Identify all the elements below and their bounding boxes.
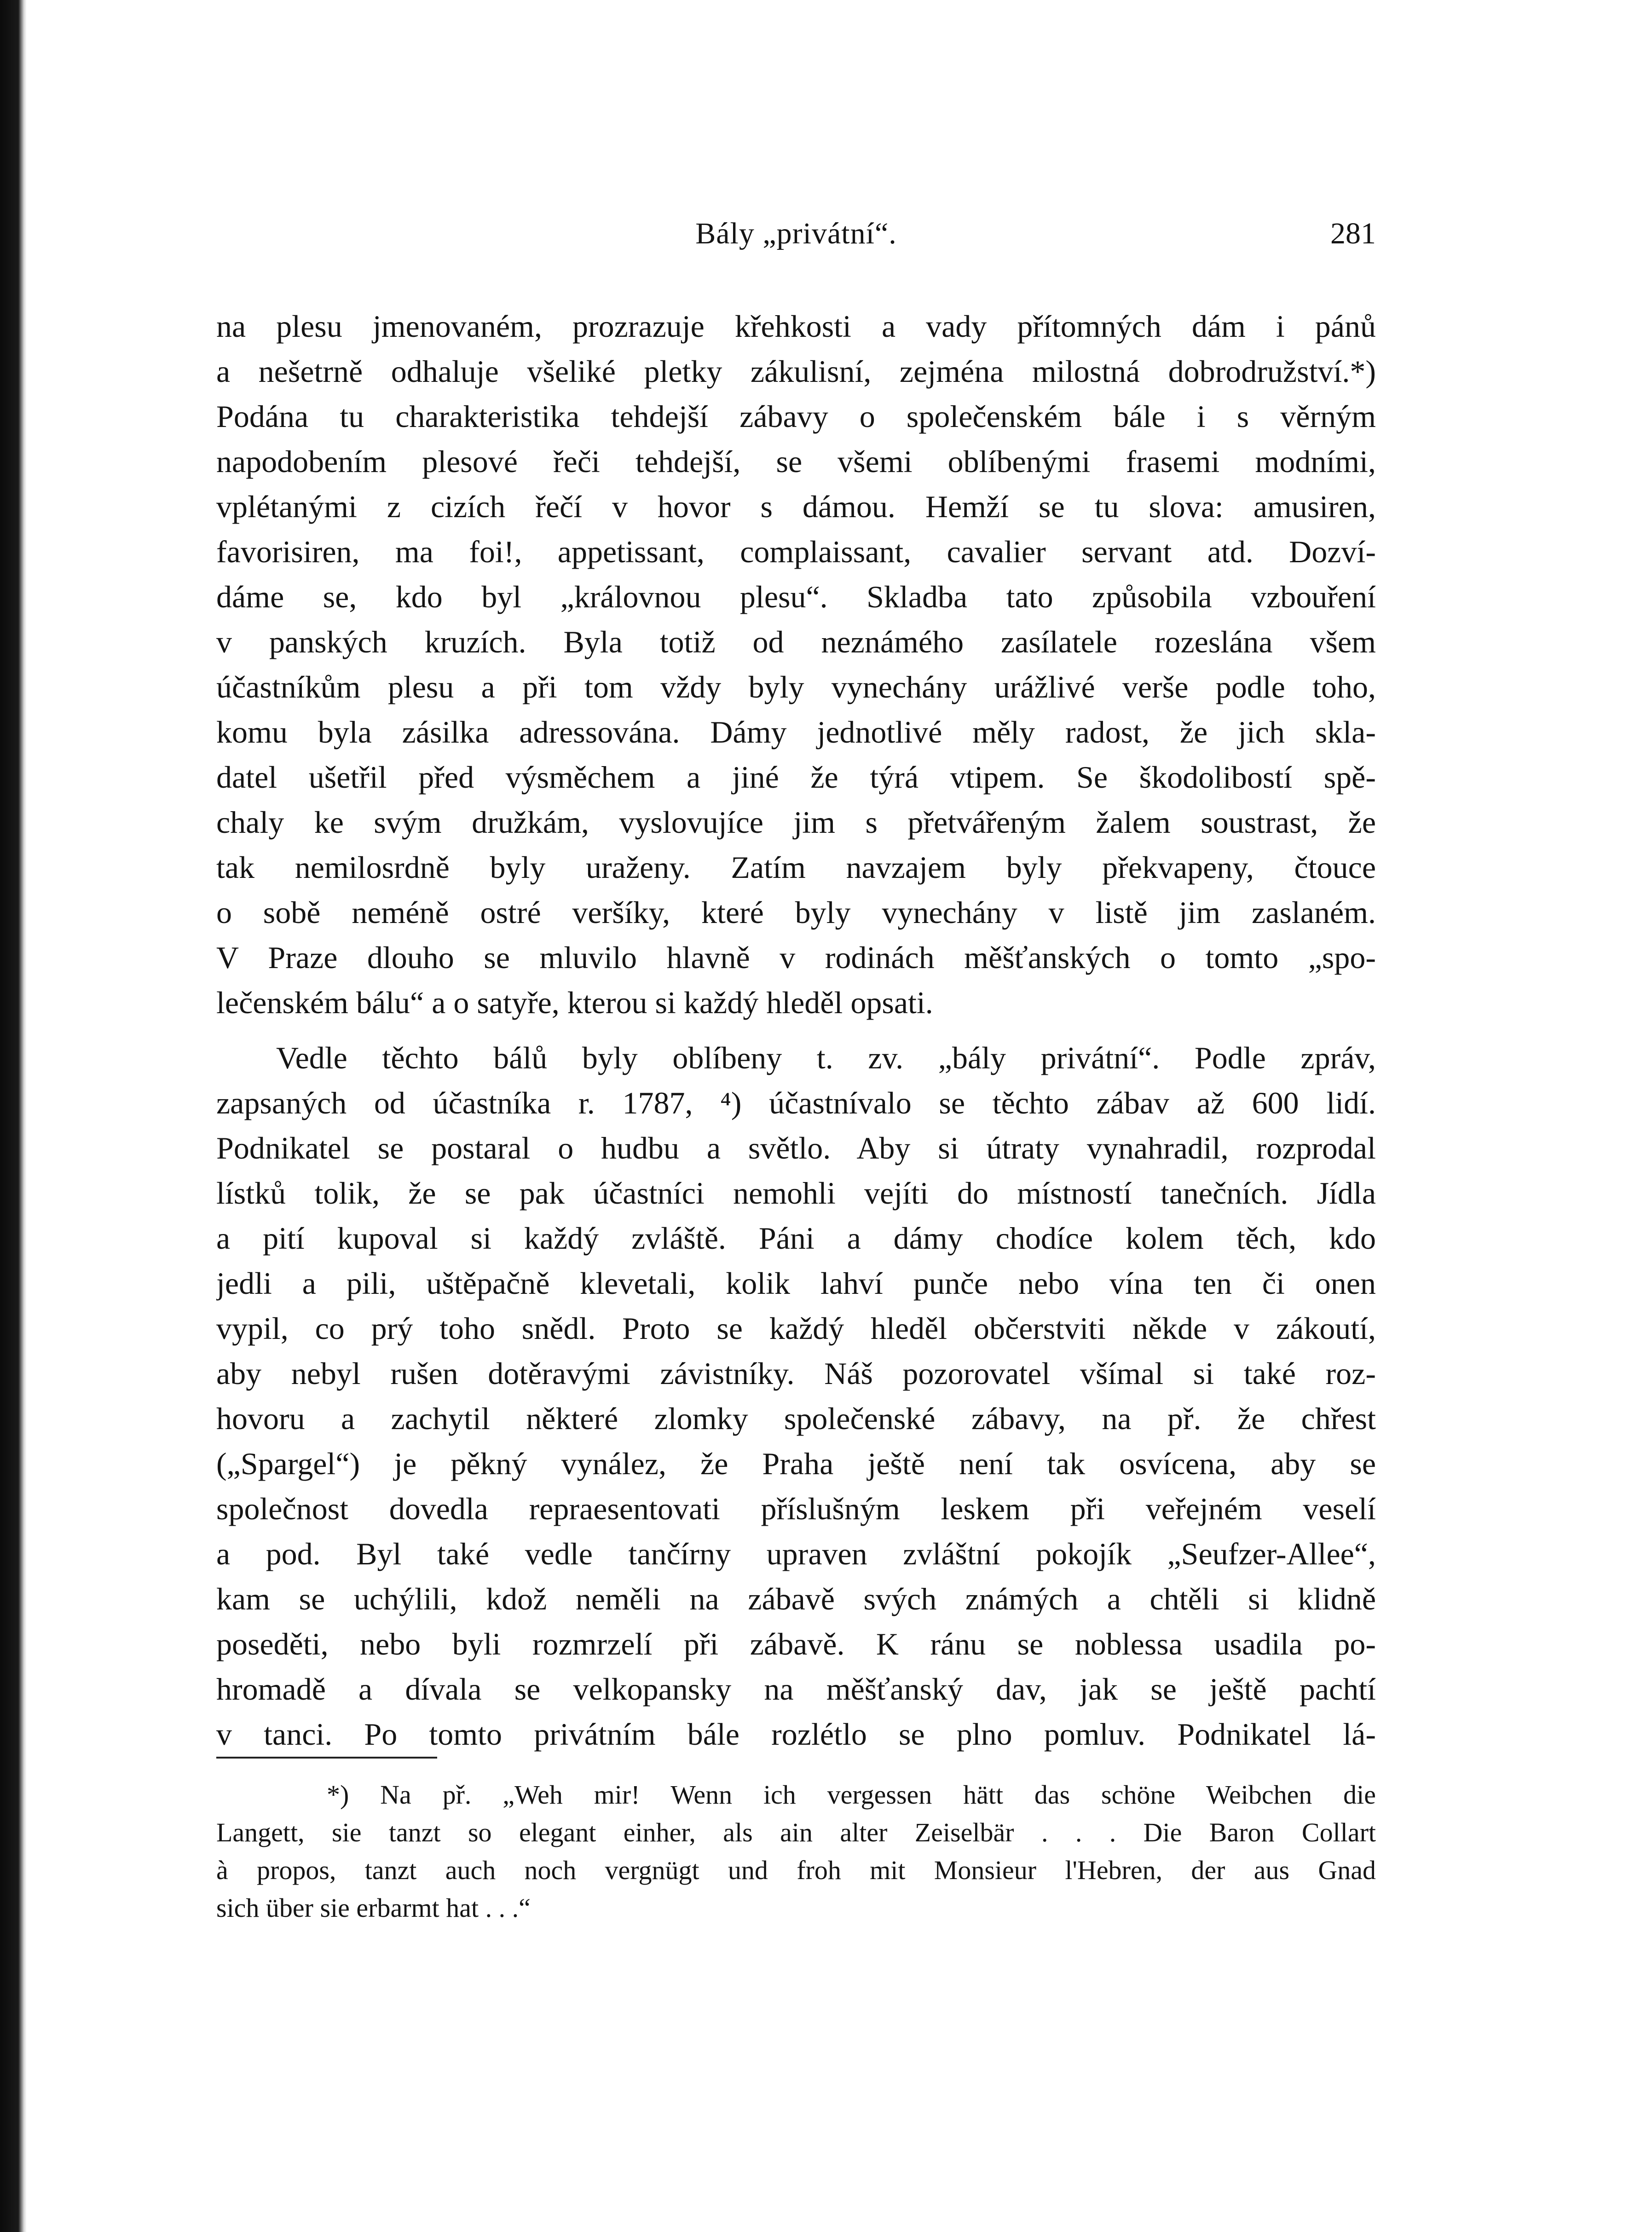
text-line: účastníkům plesu a při tom vždy byly vynechány urážlivé verše podle toho, [216,669,1376,704]
text-line: datel ušetřil před výsměchem a jiné že týrá vtipem. Se škodolibostí spě- [216,760,1376,795]
paragraph-gap [216,1025,1376,1035]
footnote-line: sich über sie erbarmt hat . . .“ [216,1893,531,1923]
body-text [216,304,1376,1757]
text-line: aby nebyl rušen dotěravými závistníky. Náš pozorovatel všímal si také roz- [216,1356,1376,1391]
text-line: vypil, co prý toho snědl. Proto se každý hleděl občerstviti někde v zákoutí, [216,1311,1376,1346]
page-header [216,216,1376,258]
text-line: („Spargel“) je pěkný vynález, že Praha ještě není tak osvícena, aby se [216,1446,1376,1481]
text-line: poseděti, nebo byli rozmrzelí při zábavě. K ránu se noblessa usadila po- [216,1626,1376,1661]
text-line: Podnikatel se postaral o hudbu a světlo. Aby si útraty vynahradil, rozprodal [216,1130,1376,1165]
text-line: chaly ke svým družkám, vyslovujíce jim s přetvářeným žalem soustrast, že [216,805,1376,840]
text-line: na plesu jmenovaném, prozrazuje křehkosti a vady přítomných dám i pánů [216,309,1376,344]
text-line: kam se uchýlili, kdož neměli na zábavě svých známých a chtěli si klidně [216,1581,1376,1616]
scan-edge [0,0,27,2232]
text-line: vplétanými z cizích řečí v hovor s dámou. Hemží se tu slova: amusiren, [216,489,1376,524]
footnote-line: *) Na př. „Weh mir! Wenn ich vergessen hätt das schöne Weibchen die [327,1780,1376,1810]
running-title: Bály „privátní“. [695,217,897,250]
text-line: komu byla zásilka adressována. Dámy jednotlivé měly radost, že jich skla- [216,715,1376,750]
text-line: Podána tu charakteristika tehdejší zábavy o společenském bále i s věrným [216,399,1376,434]
paragraph-1 [216,304,1376,1025]
text-line: Vedle těchto bálů byly oblíbeny t. zv. „bály privátní“. Podle zpráv, [276,1040,1376,1075]
footnote-line: Langett, sie tanzt so elegant einher, als ain alter Zeiselbär . . . Die Baron Collart [216,1817,1376,1847]
footnote-rule [216,1757,437,1759]
text-line: dáme se, kdo byl „královnou plesu“. Skladba tato způsobila vzbouření [216,579,1376,614]
text-line: jedli a pili, uštěpačně klevetali, kolik lahví punče nebo vína ten či onen [216,1266,1376,1301]
text-line: společnost dovedla repraesentovati příslušným leskem při veřejném veselí [216,1491,1376,1526]
text-line: favorisiren, ma foi!, appetissant, complaissant, cavalier servant atd. Dozví- [216,534,1376,569]
text-line: a nešetrně odhaluje všeliké pletky zákulisní, zejména milostná dobrodružství.*) [216,354,1376,389]
page-number: 281 [1330,217,1376,250]
footnotes [216,1776,1376,1927]
text-line: hromadě a dívala se velkopansky na měšťanský dav, jak se ještě pachtí [216,1672,1376,1707]
text-line: a pod. Byl také vedle tančírny upraven zvláštní pokojík „Seufzer-Allee“, [216,1536,1376,1571]
text-line: hovoru a zachytil některé zlomky společenské zábavy, na př. že chřest [216,1401,1376,1436]
text-line: o sobě neméně ostré veršíky, které byly vynechány v listě jim zaslaném. [216,895,1376,930]
text-line: lečenském bálu“ a o satyře, kterou si každý hleděl opsati. [216,985,933,1020]
text-line: V Praze dlouho se mluvilo hlavně v rodinách měšťanských o tomto „spo- [216,940,1376,975]
text-line: v tanci. Po tomto privátním bále rozlétlo se plno pomluv. Podnikatel lá- [216,1717,1376,1752]
text-line: zapsaných od účastníka r. 1787, ⁴) účastnívalo se těchto zábav až 600 lidí. [216,1085,1376,1120]
text-line: a pití kupoval si každý zvláště. Páni a dámy chodíce kolem těch, kdo [216,1221,1376,1256]
paragraph-2 [216,1035,1376,1757]
text-line: v panských kruzích. Byla totiž od neznámého zasílatele rozeslána všem [216,624,1376,659]
footnote-line: à propos, tanzt auch noch vergnügt und froh mit Monsieur l'Hebren, der aus Gnad [216,1855,1376,1885]
text-line: lístků tolik, že se pak účastníci nemohli vejíti do místností tanečních. Jídla [216,1176,1376,1211]
text-line: tak nemilosrdně byly uraženy. Zatím navzajem byly překvapeny, čtouce [216,850,1376,885]
text-line: napodobením plesové řeči tehdejší, se všemi oblíbenými frasemi modními, [216,444,1376,479]
